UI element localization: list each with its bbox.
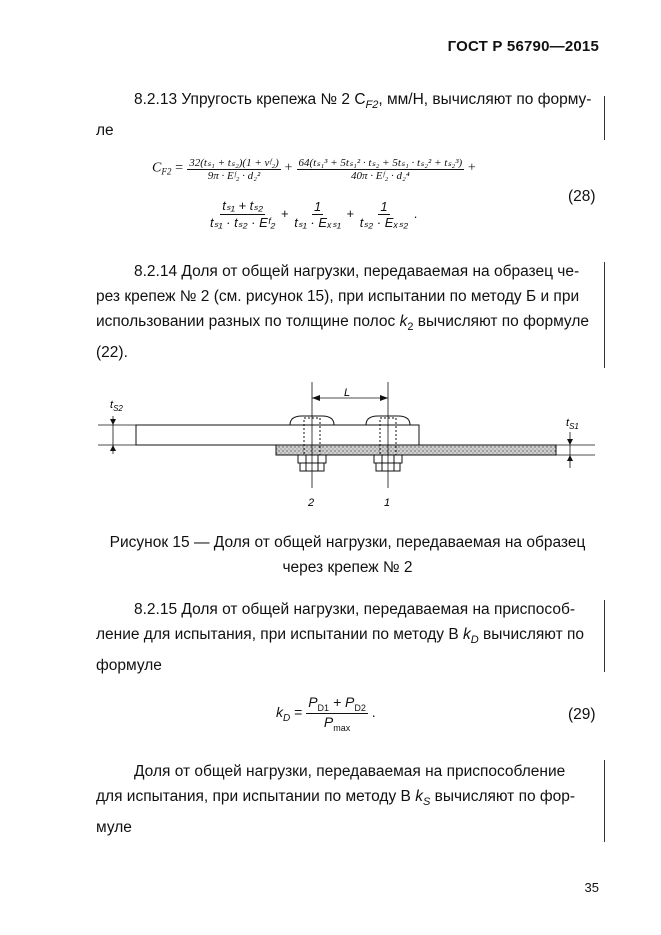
revision-bar [604,262,605,368]
eq28-term1-den: 9π · Eᶠ₂ · d₂² [207,170,261,182]
dimension-tS1-label: $t_{S1}$ [566,417,579,431]
symbol-subscript: 2 [407,321,414,334]
paragraph-line1: 8.2.15 Доля от общей нагрузки, передаваемая на приспособ- [134,601,575,618]
fastener-1-label: 1 [384,497,391,509]
paragraph-line3: формуле [96,657,162,675]
paragraph-line2b: вычисляют по [478,626,585,643]
caption-line2: через крепеж № 2 [282,559,413,576]
eq28-term3 [208,198,277,231]
dimension-L-label: L [344,387,351,399]
symbol-k: k [399,313,408,330]
equation-29: $k_D$ = $\frac{P_{D1} + P_{D2}}{P_{max}}$ . [276,694,376,733]
equation-28-line2: $\frac{\text{tₛ₁ + tₛ₂}}{\text{tₛ₁ · tₛ₂ · Eᶠ₂}}$ + $\frac{1}{\text{tₛ₁ · Eₓₛ₁}}$ + $\frac{1}{\text{tₛ₂ · Eₓₛ₂}}$ . [210,198,418,230]
paragraph-line1: Доля от общей нагрузки, передаваемая на приспособление [134,763,566,780]
paragraph-line3b: вычисляют по формуле [413,313,589,330]
paragraph-line3a: использовании разных по толщине полос [96,313,400,330]
eq28-term5-num: 1 [380,198,388,214]
paragraph-8-2-13 [96,87,599,143]
eq28-term3-den: tₛ₁ · tₛ₂ · Eᶠ₂ [210,215,276,230]
paragraph-8-2-14 [96,259,599,365]
revision-bar [604,760,605,842]
eq28-term1 [187,156,281,182]
top-plate [136,425,419,445]
symbol-k: k [463,626,471,643]
eq28-term5-den: tₛ₂ · Eₓₛ₂ [359,214,409,230]
document-code: ГОСТ Р 56790—2015 [447,38,599,55]
eq29-lhs-sub: D [283,712,291,724]
paragraph-line2a: ление для испытания, при испытании по методу В [96,626,463,643]
eq28-term4-den: tₛ₁ · Eₓₛ₁ [294,214,341,230]
equation-28-line1: $C_{F2}$ = $\frac{\text{32(tₛ₁ + tₛ₂)(1 + νᶠ₂)}}{\text{9π · Eᶠ₂ · d₂²}}$ + $\frac{\text{64(tₛ₁³ + 5tₛ₁² · tₛ₂ + 5tₛ₁ · tₛ₂² + tₛ₂³)}}{\text{40π · Eᶠ₂ · d₂⁴}}$ + [152,157,477,182]
paragraph-text-rest: , мм/Н, вычисляют по форму- [378,91,592,108]
eq28-term1-num: 32(tₛ₁ + tₛ₂)(1 + νᶠ₂) [189,157,279,169]
eq28-term2 [297,156,465,182]
eq28-term4 [292,199,343,231]
revision-bar [604,600,605,672]
eq29-lhs: k [276,704,283,720]
symbol-k: k [415,788,423,805]
paragraph-text-line2: ле [96,122,114,140]
eq28-term4-num: 1 [313,198,322,214]
paragraph-line2: рез крепеж № 2 (см. рисунок 15), при испытании по методу Б и при [96,288,580,305]
paragraph-line3: муле [96,819,132,837]
symbol-subscript: D [470,634,479,647]
equation-number-29: (29) [568,706,596,723]
fastener-2-label: 2 [308,497,315,509]
paragraph-text: 8.2.13 Упругость крепежа № 2 C [134,91,366,108]
figure-15-diagram [90,378,610,518]
eq28-term5 [358,199,410,231]
eq29-fraction [306,694,368,733]
caption-line1: Рисунок 15 — Доля от общей нагрузки, передаваемая на образец [109,534,586,551]
symbol-subscript: F2 [365,99,379,112]
revision-bar [604,96,605,140]
eq28-term2-den: 40π · Eᶠ₂ · d₂⁴ [351,170,410,182]
paragraph-line2a: для испытания, при испытании по методу В [96,788,416,805]
bottom-plate [276,445,556,455]
paragraph-line2b: вычисляют по фор- [430,788,576,805]
eq28-term3-num: tₛ₁ + tₛ₂ [222,198,264,213]
eq-lhs-sub: F2 [161,166,172,177]
paragraph-kS [96,759,599,840]
eq29-numerator: $P_{D1} + P_{D2}$ [308,694,366,713]
symbol-subscript: S [422,796,431,809]
eq29-denominator: $P_{max}$ [323,713,351,733]
paragraph-line4: (22). [96,344,128,362]
equation-number-28: (28) [568,188,596,205]
eq28-term2-num: 64(tₛ₁³ + 5tₛ₁² · tₛ₂ + 5tₛ₁ · tₛ₂² + tₛ₂³) [298,157,463,169]
paragraph-line1: 8.2.14 Доля от общей нагрузки, передаваемая на образец че- [134,263,580,280]
figure-15-caption [96,530,599,580]
page-number: 35 [584,880,599,895]
dimension-tS2-label: $t_{S2}$ [110,399,123,413]
eq-lhs: C [152,160,162,176]
paragraph-8-2-15 [96,597,599,678]
